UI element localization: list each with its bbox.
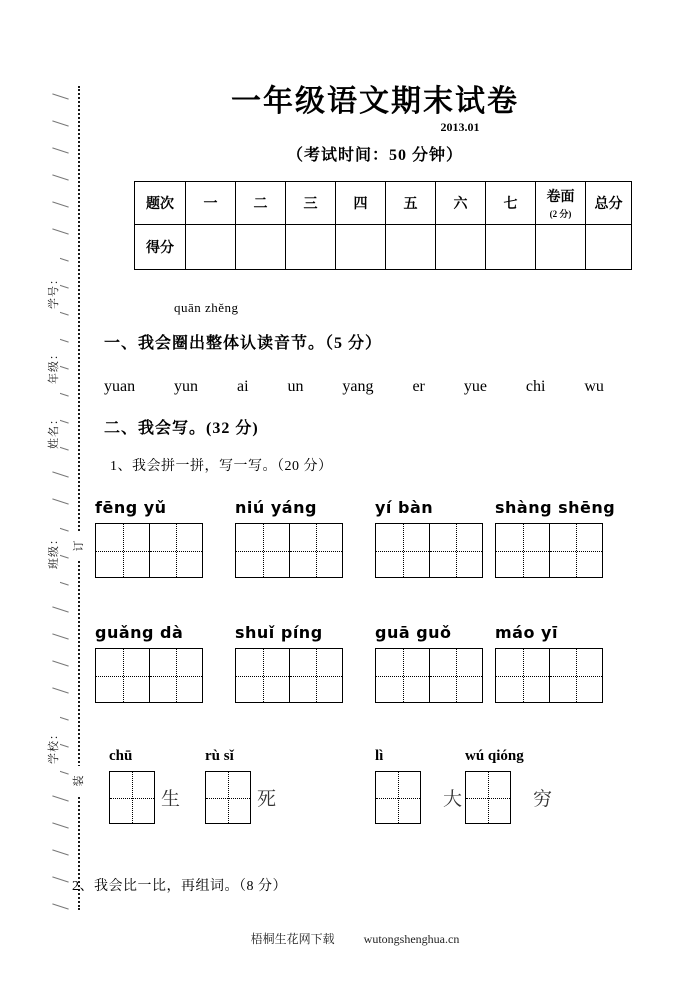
score-cell-4[interactable] xyxy=(336,225,386,270)
score-table-col-7: 七 xyxy=(486,182,536,225)
binding-dash xyxy=(52,228,68,234)
score-table-col-4: 四 xyxy=(336,182,386,225)
tianzige-cell[interactable] xyxy=(236,524,289,577)
margin-label-1: 年级： xyxy=(48,326,60,406)
tianzige-cell[interactable] xyxy=(149,524,202,577)
score-table-score-row xyxy=(135,225,632,270)
score-table-col-5: 五 xyxy=(386,182,436,225)
write-group-pinyin: guǎng dà xyxy=(95,623,184,642)
antonym-pinyin: chū xyxy=(109,748,133,764)
section2-heading: 二、我会写。(32 分) xyxy=(104,420,259,437)
footer-watermark xyxy=(95,930,615,947)
antonym-body xyxy=(465,771,552,824)
write-group-2-2 xyxy=(235,623,343,703)
cover-label: 卷面 xyxy=(546,190,575,205)
antonym-body xyxy=(109,771,180,824)
section1-syllable-row xyxy=(104,378,604,396)
tianzige-grid[interactable] xyxy=(495,648,603,703)
binding-dash xyxy=(52,633,68,639)
binding-dash xyxy=(52,471,68,477)
tianzige-grid[interactable] xyxy=(235,523,343,578)
tianzige-cell[interactable] xyxy=(236,649,289,702)
watermark-site-name: 梧桐生花网下载 xyxy=(250,932,335,946)
score-table-header-row xyxy=(135,182,632,225)
syllable-option-3[interactable]: un xyxy=(287,378,304,395)
exam-duration-note: （考试时间：50 分钟） xyxy=(286,147,463,164)
write-group-1-1 xyxy=(95,498,203,578)
tianzige-cell[interactable] xyxy=(429,524,482,577)
tianzige-cell[interactable] xyxy=(376,524,429,577)
write-group-pinyin: shàng shēng xyxy=(495,498,616,517)
binding-margin xyxy=(0,0,95,982)
write-group-2-3 xyxy=(375,623,483,703)
tianzige-grid[interactable] xyxy=(495,523,603,578)
syllable-option-5[interactable]: er xyxy=(412,378,425,395)
binding-dash xyxy=(52,687,68,693)
cover-points: (2 分) xyxy=(549,209,572,219)
margin-mark-订: 订 xyxy=(73,531,85,561)
tianzige-cell[interactable] xyxy=(496,524,549,577)
write-group-pinyin: yí bàn xyxy=(375,498,434,517)
antonym-item-4 xyxy=(465,748,552,824)
syllable-option-2[interactable]: ai xyxy=(236,378,249,395)
tianzige-cell[interactable] xyxy=(465,771,511,824)
section2-sub-heading-2: 2、我会比一比，再组词。（8 分） xyxy=(72,879,287,894)
binding-dash xyxy=(52,822,68,828)
section1-pinyin-note: quān zhěng xyxy=(174,300,239,315)
margin-label-2: 姓名： xyxy=(48,391,60,471)
syllable-option-1[interactable]: yun xyxy=(174,378,199,395)
write-group-1-2 xyxy=(235,498,343,578)
tianzige-cell[interactable] xyxy=(96,524,149,577)
tianzige-grid[interactable] xyxy=(95,648,203,703)
score-table xyxy=(134,181,632,270)
score-cell-3[interactable] xyxy=(286,225,336,270)
write-group-1-3 xyxy=(375,498,483,578)
antonym-item-1 xyxy=(109,748,180,824)
tianzige-cell[interactable] xyxy=(496,649,549,702)
score-table-row-label-1: 得分 xyxy=(135,225,186,270)
antonym-body xyxy=(205,771,276,824)
tianzige-cell[interactable] xyxy=(289,524,342,577)
antonym-pinyin: rù sǐ xyxy=(205,748,234,764)
antonym-row xyxy=(95,748,615,858)
binding-dash xyxy=(52,147,68,153)
tianzige-cell[interactable] xyxy=(205,771,251,824)
margin-mark-装: 装 xyxy=(73,766,85,796)
binding-dash xyxy=(52,606,68,612)
antonym-given-character: 死 xyxy=(257,789,277,810)
score-cell-cover[interactable] xyxy=(536,225,586,270)
tianzige-cell[interactable] xyxy=(429,649,482,702)
write-group-1-4 xyxy=(495,498,615,578)
syllable-option-8[interactable]: wu xyxy=(584,378,604,395)
binding-dash xyxy=(52,849,68,855)
antonym-item-3 xyxy=(375,748,462,824)
syllable-option-0[interactable]: yuan xyxy=(104,378,136,395)
section1-heading: 一、我会圈出整体认读音节。（5 分） xyxy=(104,335,383,352)
section2-sub-heading-1: 1、我会拼一拼，写一写。（20 分） xyxy=(110,459,333,474)
tianzige-grid[interactable] xyxy=(375,648,483,703)
tianzige-cell[interactable] xyxy=(96,649,149,702)
antonym-given-character: 大 xyxy=(443,789,463,810)
write-group-2-4 xyxy=(495,623,603,703)
margin-label-0: 学号： xyxy=(48,251,60,331)
tianzige-cell[interactable] xyxy=(109,771,155,824)
write-group-2-1 xyxy=(95,623,203,703)
write-row-1 xyxy=(95,498,616,603)
score-table-col-2: 二 xyxy=(236,182,286,225)
binding-dash xyxy=(52,876,68,882)
binding-dash xyxy=(52,660,68,666)
exam-date: 2013.01 xyxy=(440,120,480,134)
score-cell-1[interactable] xyxy=(186,225,236,270)
antonym-item-2 xyxy=(205,748,276,824)
binding-dash xyxy=(52,174,68,180)
write-group-pinyin: shuǐ píng xyxy=(235,623,323,642)
tianzige-grid[interactable] xyxy=(375,523,483,578)
score-table-col-cover xyxy=(536,182,586,225)
score-cell-5[interactable] xyxy=(386,225,436,270)
antonym-given-character: 穷 xyxy=(533,789,553,810)
antonym-pinyin: lì xyxy=(375,748,384,764)
score-table-col-6: 六 xyxy=(436,182,486,225)
syllable-option-4[interactable]: yang xyxy=(342,378,374,395)
margin-label-3: 班级： xyxy=(48,511,60,591)
antonym-given-character: 生 xyxy=(161,789,181,810)
tianzige-cell[interactable] xyxy=(376,649,429,702)
binding-dash xyxy=(52,903,68,909)
watermark-site-url: wutongshenghua.cn xyxy=(363,932,460,946)
score-cell-2[interactable] xyxy=(236,225,286,270)
binding-dash xyxy=(52,795,68,801)
antonym-body xyxy=(375,771,462,824)
score-table-col-1: 一 xyxy=(186,182,236,225)
write-group-pinyin: máo yī xyxy=(495,623,558,642)
syllable-option-6[interactable]: yue xyxy=(463,378,487,395)
tianzige-cell[interactable] xyxy=(375,771,421,824)
tianzige-grid[interactable] xyxy=(95,523,203,578)
score-cell-6[interactable] xyxy=(436,225,486,270)
antonym-pinyin: wú qióng xyxy=(465,748,524,764)
tianzige-cell[interactable] xyxy=(289,649,342,702)
write-group-pinyin: guā guǒ xyxy=(375,623,452,642)
tianzige-cell[interactable] xyxy=(149,649,202,702)
binding-dash xyxy=(52,498,68,504)
tianzige-cell[interactable] xyxy=(549,649,602,702)
binding-dash xyxy=(52,201,68,207)
page-title: 一年级语文期末试卷 xyxy=(231,85,519,118)
score-cell-7[interactable] xyxy=(486,225,536,270)
margin-label-4: 学校： xyxy=(48,706,60,786)
binding-dash xyxy=(52,120,68,126)
score-table-col-total: 总分 xyxy=(586,182,632,225)
tianzige-cell[interactable] xyxy=(549,524,602,577)
syllable-option-7[interactable]: chi xyxy=(525,378,546,395)
write-group-pinyin: fēng yǔ xyxy=(95,498,167,517)
tianzige-grid[interactable] xyxy=(235,648,343,703)
score-table-col-3: 三 xyxy=(286,182,336,225)
write-row-2 xyxy=(95,623,610,728)
binding-dash xyxy=(52,93,68,99)
score-cell-total[interactable] xyxy=(586,225,632,270)
write-group-pinyin: niú yáng xyxy=(235,498,317,517)
score-table-row-label-0: 题次 xyxy=(135,182,186,225)
